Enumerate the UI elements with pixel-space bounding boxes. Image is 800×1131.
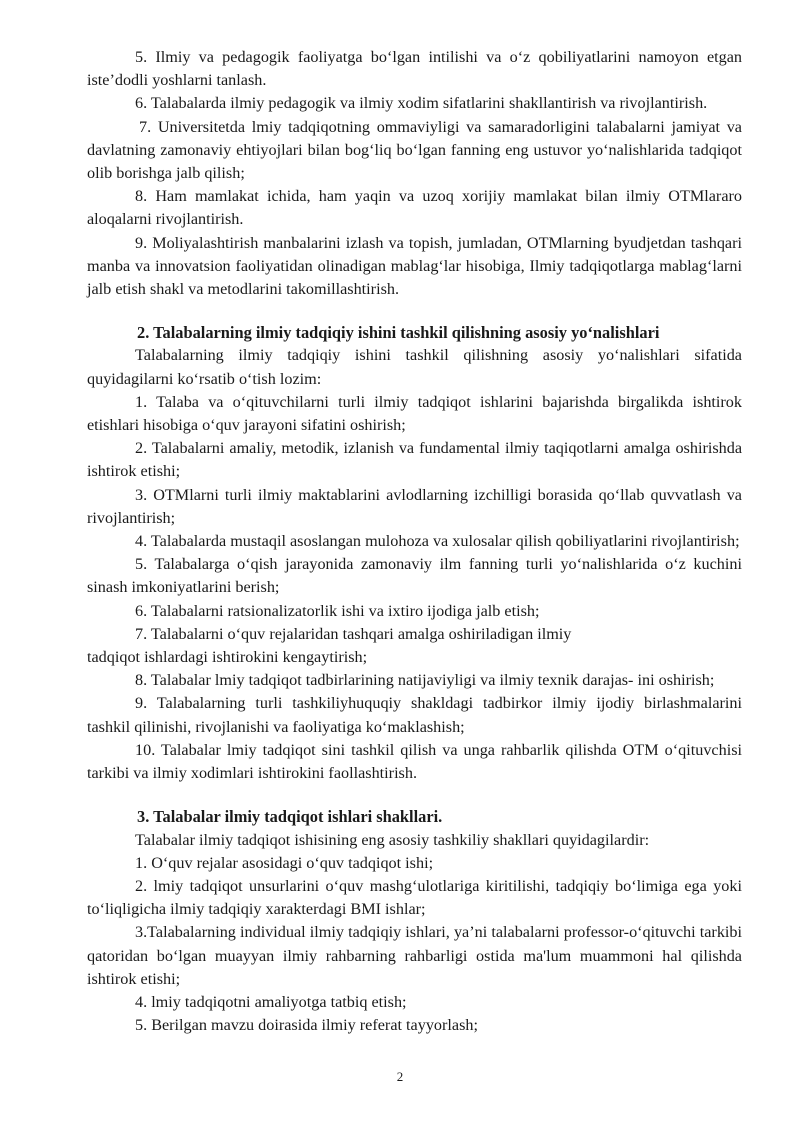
page-number: 2	[396, 1069, 404, 1084]
section-3-intro: Talabalar ilmiy tadqiqot ishisining eng asosiy tashkiliy shakllari quyidagilardir:	[135, 830, 650, 849]
list1-item-9: 9. Moliyalashtirish manbalarini izlash va topish, jumladan, OTMlarning byudjetdan tashqari manba va innovatsion faoliyatidan olinadigan mablag‘lar hisobiga, Ilmiy tadqiqotlarga mablag‘larni jalb etish shakl va metodlarini takomillashtirish.	[87, 233, 742, 299]
section-2-item: 5. Talabalarga o‘qish jarayonida zamonaviy ilm fanning turli yo‘nalishlarida o‘z kuchini sinash imkoniyatlarini berish;	[87, 555, 742, 597]
list1-item-7: 7. Universitetda lmiy tadqiqotning ommaviyligi va samaradorligini talabalarni jamiyat va davlatning zamonaviy ehtiyojlari bilan bog‘liq bo‘lgan fanning eng ustuvor yo‘nalishlarida tadqiqot olib borishga jalb qilish;	[87, 117, 742, 183]
section-2-item: 9. Talabalarning turli tashkiliyhuquqiy shakldagi tadbirkor ilmiy ijodiy birlashmalarini tashkil qilinishi, rivojlanishi va faoliyatiga ko‘maklashish;	[87, 694, 742, 736]
list1-item-6: 6. Talabalarda ilmiy pedagogik va ilmiy xodim sifatlarini shakllantirish va rivojlantirish.	[135, 94, 708, 113]
section-2-item: 1. Talaba va o‘qituvchilarni turli ilmiy tadqiqot ishlarini bajarishda birgalikda ishtirok etishlari hisobiga o‘quv jarayoni sifatini oshirish;	[87, 392, 742, 435]
document-page	[87, 46, 742, 1037]
section-2-item: 3. OTMlarni turli ilmiy maktablarini avlodlarning izchilligi borasida qo‘llab quvvatlash va rivojlantirish;	[87, 485, 742, 527]
section-2-item: 6. Talabalarni ratsionalizatorlik ishi va ixtiro ijodiga jalb etish;	[135, 601, 540, 620]
section-3-item: 4. lmiy tadqiqotni amaliyotga tatbiq etish;	[135, 992, 407, 1011]
section-2-item: 10. Talabalar lmiy tadqiqot sini tashkil qilish va unga rahbarlik qilishda OTM o‘qituvchisi tarkibi va ilmiy xodimlari ishtirokini faollashtirish.	[87, 740, 742, 783]
section-2-heading: 2. Talabalarning ilmiy tadqiqiy ishini tashkil qilishning asosiy yo‘nalishlari	[137, 323, 660, 343]
section-3-item: 5. Berilgan mavzu doirasida ilmiy referat tayyorlash;	[135, 1016, 478, 1035]
spacer	[87, 301, 742, 321]
section-2-item: 2. Talabalarni amaliy, metodik, izlanish va fundamental ilmiy taqiqotlarni amalga oshirishda ishtirok etishi;	[87, 439, 742, 481]
list1-item-8: 8. Ham mamlakat ichida, ham yaqin va uzoq xorijiy mamlakat bilan ilmiy OTMlararo aloqalarni rivojlantirish.	[87, 187, 742, 229]
section-2-item: 7. Talabalarni o‘quv rejalaridan tashqari amalga oshiriladigan ilmiy	[135, 624, 572, 643]
list1-item-5: 5. Ilmiy va pedagogik faoliyatga bo‘lgan intilishi va o‘z qobiliyatlarini namoyon etgan iste’dodli yoshlarni tanlash.	[87, 48, 742, 90]
section-2-intro: Talabalarning ilmiy tadqiqiy ishini tashkil qilishning asosiy yo‘nalishlari sifatida quyidagilarni ko‘rsatib o‘tish lozim:	[87, 346, 742, 388]
section-2-item: 8. Talabalar lmiy tadqiqot tadbirlarining natijaviyligi va ilmiy texnik darajas- ini oshirish;	[135, 671, 715, 690]
section-3-heading: 3. Talabalar ilmiy tadqiqot ishlari shakllari.	[137, 807, 443, 827]
section-3-item: 2. lmiy tadqiqot unsurlarini o‘quv mashg‘ulotlariga kiritilishi, tadqiqiy bo‘limiga ega yoki to‘liqligicha ilmiy tadqiqiy xarakterdagi BMI ishlar;	[87, 876, 742, 919]
section-3-item: 3.Talabalarning individual ilmiy tadqiqiy ishlari, ya’ni talabalarni professor-o‘qituvchi tarkibi qatoridan bo‘lgan muayyan ilmiy rahbarning rahbarligi ostida ma'lum muammoni hal qilishda ishtirok etishi;	[87, 923, 742, 988]
spacer	[87, 785, 742, 805]
section-3-item: 1. O‘quv rejalar asosidagi o‘quv tadqiqot ishi;	[135, 853, 434, 872]
section-2-item: 4. Talabalarda mustaqil asoslangan mulohoza va xulosalar qilish qobiliyatlarini rivojlantirish;	[135, 532, 740, 551]
section-2-item-continued: tadqiqot ishlardagi ishtirokini kengaytirish;	[87, 648, 368, 667]
